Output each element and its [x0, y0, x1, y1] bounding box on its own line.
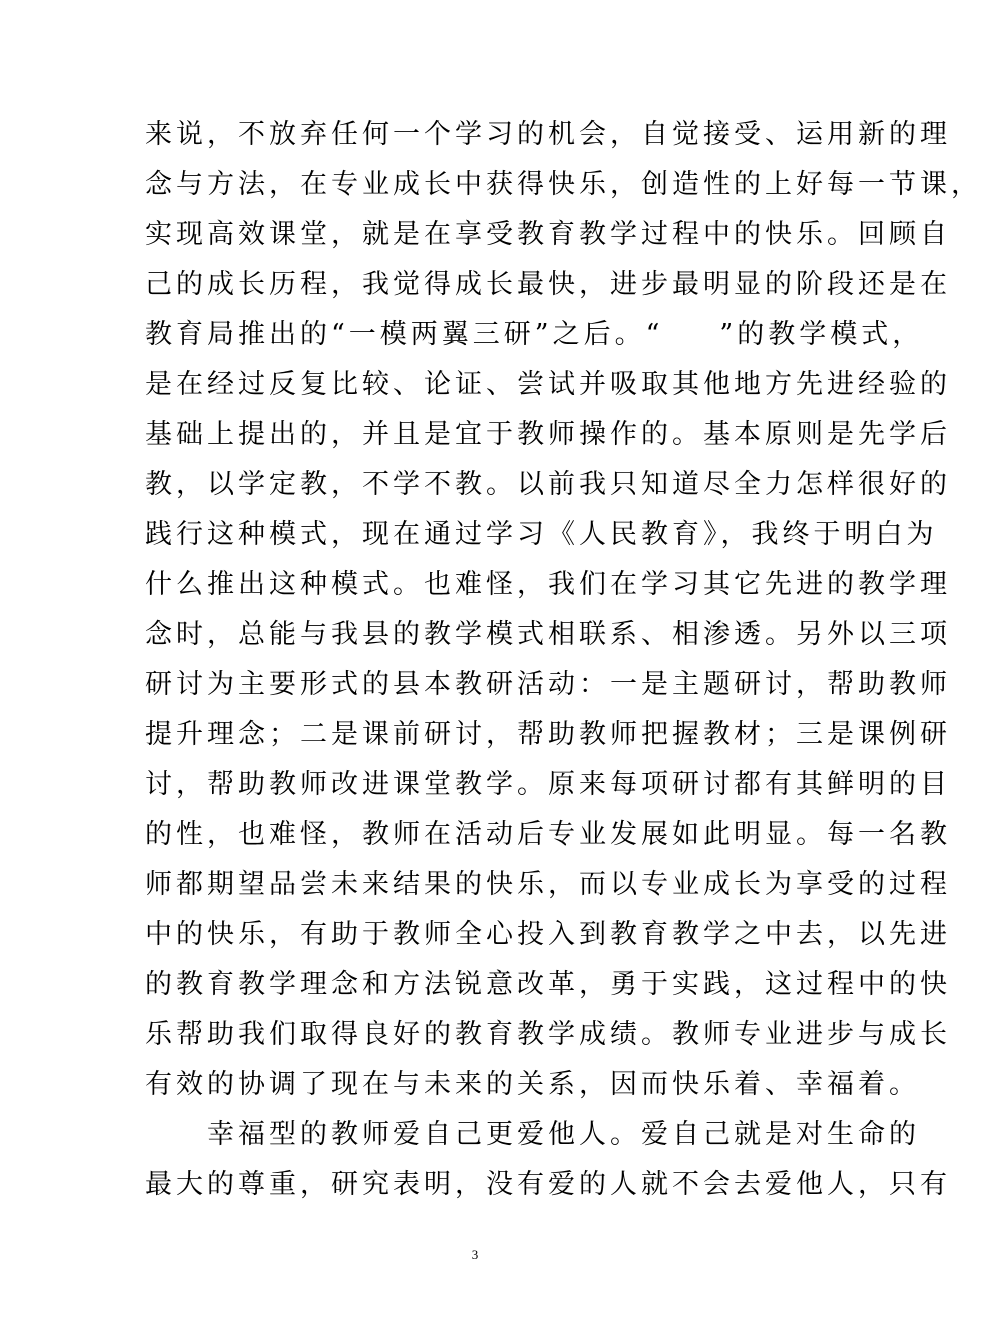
text-line: 念与方法，在专业成长中获得快乐，创造性的上好每一节课，: [145, 169, 982, 200]
text-segment: 教育局推出的“一模两翼三研”之后。“: [145, 319, 664, 350]
text-line: 研讨为主要形式的县本教研活动：一是主题研讨，帮助教师: [145, 669, 951, 700]
text-line: 践行这种模式，现在通过学习《人民教育》，我终于明白为: [145, 519, 938, 550]
text-line: 的教育教学理念和方法锐意改革，勇于实践，这过程中的快: [145, 969, 951, 1000]
text-line: 是在经过反复比较、论证、尝试并吸取其他地方先进经验的: [145, 369, 951, 400]
text-line: 提升理念；二是课前研讨，帮助教师把握教材；三是课例研: [145, 719, 951, 750]
text-line: 讨，帮助教师改进课堂教学。原来每项研讨都有其鲜明的目: [145, 769, 951, 800]
text-line: 乐帮助我们取得良好的教育教学成绩。教师专业进步与成长: [145, 1019, 951, 1050]
text-line: 来说，不放弃任何一个学习的机会，自觉接受、运用新的理: [145, 119, 951, 150]
text-segment: ”的教学模式，: [719, 319, 924, 350]
text-line: 师都期望品尝未来结果的快乐，而以专业成长为享受的过程: [145, 869, 951, 900]
text-line: 念时，总能与我县的教学模式相联系、相渗透。另外以三项: [145, 619, 951, 650]
text-line: 己的成长历程，我觉得成长最快，进步最明显的阶段还是在: [145, 269, 951, 300]
text-line: 中的快乐，有助于教师全心投入到教育教学之中去，以先进: [145, 919, 951, 950]
text-line: 最大的尊重，研究表明，没有爱的人就不会去爱他人，只有: [145, 1169, 951, 1200]
text-line: 基础上提出的，并且是宜于教师操作的。基本原则是先学后: [145, 419, 951, 450]
body-text: [145, 110, 982, 1210]
text-line: 教，以学定教，不学不教。以前我只知道尽全力怎样很好的: [145, 469, 951, 500]
text-line-with-blank: [145, 310, 924, 360]
text-line: 什么推出这种模式。也难怪，我们在学习其它先进的教学理: [145, 569, 951, 600]
text-line: 实现高效课堂，就是在享受教育教学过程中的快乐。回顾自: [145, 219, 951, 250]
paragraph-start-line: 幸福型的教师爱自己更爱他人。爱自己就是对生命的: [207, 1119, 920, 1150]
page-number: 3: [471, 1247, 479, 1262]
text-line: 的性，也难怪，教师在活动后专业发展如此明显。每一名教: [145, 819, 951, 850]
text-line: 有效的协调了现在与未来的关系，因而快乐着、幸福着。: [145, 1069, 920, 1100]
